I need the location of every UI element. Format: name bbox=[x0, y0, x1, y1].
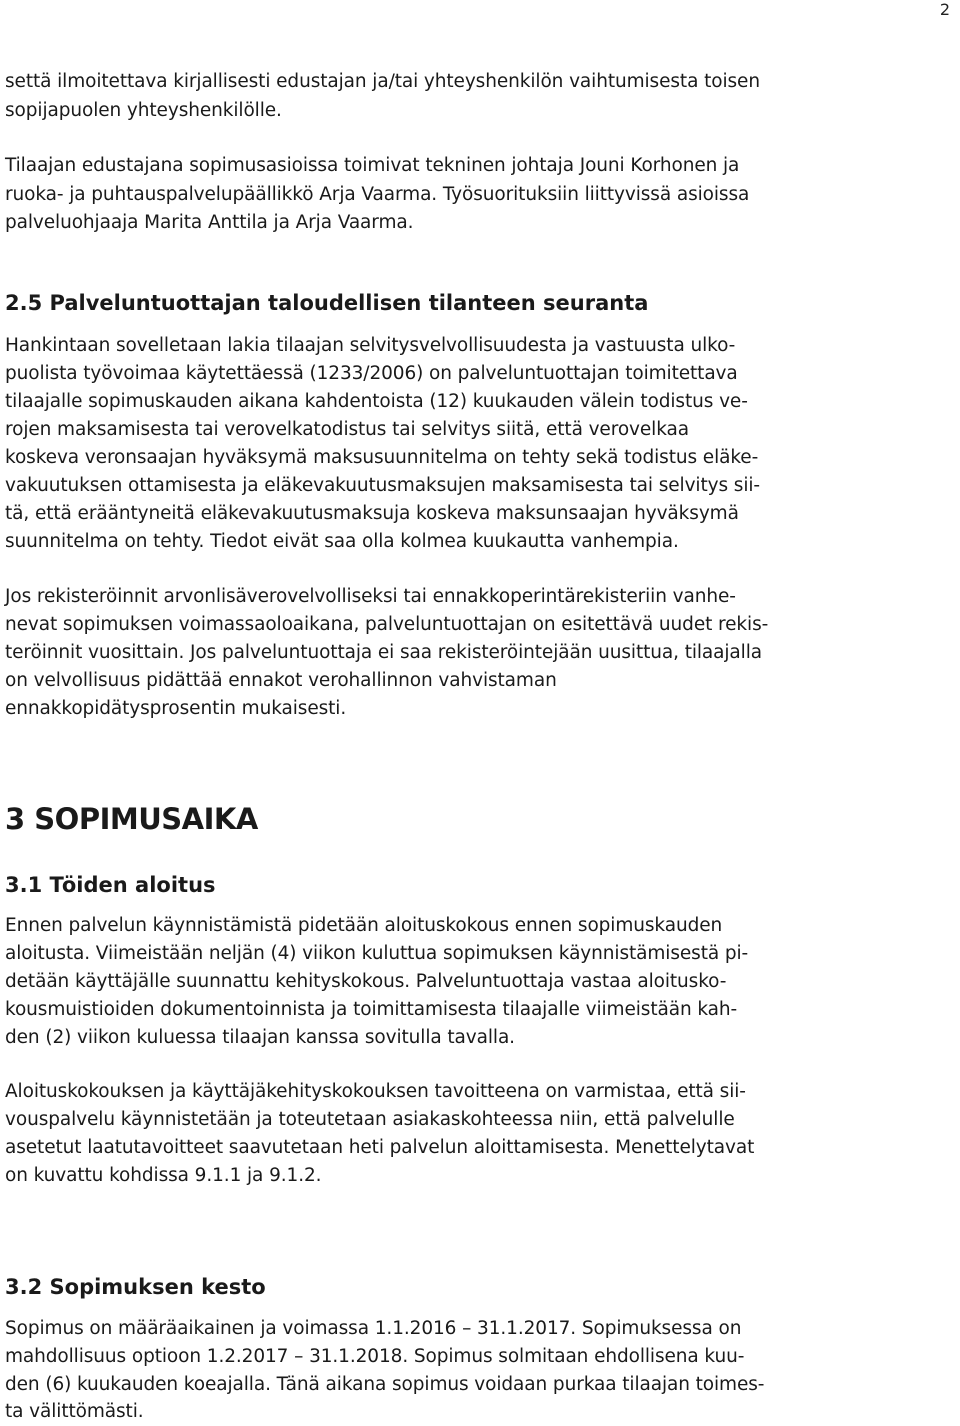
section-heading-3-1: 3.1 Töiden aloitus bbox=[5, 873, 216, 897]
paragraph-line: den (2) viikon kuluessa tilaajan kanssa sovitulla tavalla. bbox=[5, 1027, 515, 1048]
paragraph-line: kousmuistioiden dokumentoinnista ja toimittamisesta tilaajalle viimeistään kah- bbox=[5, 999, 738, 1020]
paragraph-line: Tilaajan edustajana sopimusasioissa toimivat tekninen johtaja Jouni Korhonen ja bbox=[5, 155, 740, 176]
section-heading-2-5: 2.5 Palveluntuottajan taloudellisen tilanteen seuranta bbox=[5, 291, 649, 315]
paragraph-line: ruoka- ja puhtauspalvelupäällikkö Arja Vaarma. Työsuorituksiin liittyvissä asioissa bbox=[5, 184, 750, 205]
paragraph-line: den (6) kuukauden koeajalla. Tänä aikana sopimus voidaan purkaa tilaajan toimes- bbox=[5, 1374, 765, 1395]
paragraph-line: Sopimus on määräaikainen ja voimassa 1.1.2016 – 31.1.2017. Sopimuksessa on bbox=[5, 1318, 742, 1339]
paragraph-line: tä, että erääntyneitä eläkevakuutusmaksuja koskeva maksunsaajan hyväksymä bbox=[5, 503, 739, 524]
paragraph-line: Ennen palvelun käynnistämistä pidetään aloituskokous ennen sopimuskauden bbox=[5, 915, 723, 936]
paragraph-line: Hankintaan sovelletaan lakia tilaajan selvitysvelvollisuudesta ja vastuusta ulko- bbox=[5, 335, 736, 356]
paragraph-line: rojen maksamisesta tai verovelkatodistus tai selvitys siitä, että verovelkaa bbox=[5, 419, 689, 440]
paragraph-line: puolista työvoimaa käytettäessä (1233/2006) on palveluntuottajan toimitettava bbox=[5, 363, 738, 384]
paragraph-line: sopijapuolen yhteyshenkilölle. bbox=[5, 100, 282, 121]
paragraph-line: tilaajalle sopimuskauden aikana kahdentoista (12) kuukauden välein todistus ve- bbox=[5, 391, 748, 412]
paragraph-line: aloitusta. Viimeistään neljän (4) viikon kuluttua sopimuksen käynnistämisestä pi- bbox=[5, 943, 749, 964]
paragraph-line: koskeva veronsaajan hyväksymä maksusuunnitelma on tehty sekä todistus eläke- bbox=[5, 447, 759, 468]
paragraph-line: nevat sopimuksen voimassaoloaikana, palveluntuottajan on esitettävä uudet rekis- bbox=[5, 614, 769, 635]
paragraph-line: mahdollisuus optioon 1.2.2017 – 31.1.2018. Sopimus solmitaan ehdollisena kuu- bbox=[5, 1346, 745, 1367]
paragraph-line: settä ilmoitettava kirjallisesti edustajan ja/tai yhteyshenkilön vaihtumisesta toisen bbox=[5, 71, 760, 92]
paragraph-line: teröinnit vuosittain. Jos palveluntuottaja ei saa rekisteröintejään uusittua, tilaajalla bbox=[5, 642, 762, 663]
paragraph-line: asetetut laatutavoitteet saavutetaan heti palvelun aloittamisesta. Menettelytavat bbox=[5, 1137, 755, 1158]
paragraph-line: vakuutuksen ottamisesta ja eläkevakuutusmaksujen maksamisesta tai selvitys sii- bbox=[5, 475, 760, 496]
paragraph-line: palveluohjaaja Marita Anttila ja Arja Vaarma. bbox=[5, 212, 414, 233]
paragraph-line: Jos rekisteröinnit arvonlisäverovelvolliseksi tai ennakkoperintärekisteriin vanhe- bbox=[5, 586, 736, 607]
paragraph-line: on velvollisuus pidättää ennakot verohallinnon vahvistaman bbox=[5, 670, 557, 691]
paragraph-line: Aloituskokouksen ja käyttäjäkehityskokouksen tavoitteena on varmistaa, että sii- bbox=[5, 1081, 746, 1102]
paragraph-line: ta välittömästi. bbox=[5, 1401, 144, 1422]
paragraph-line: on kuvattu kohdissa 9.1.1 ja 9.1.2. bbox=[5, 1165, 322, 1186]
paragraph-line: vouspalvelu käynnistetään ja toteutetaan asiakaskohteessa niin, että palvelulle bbox=[5, 1109, 735, 1130]
paragraph-line: suunnitelma on tehty. Tiedot eivät saa olla kolmea kuukautta vanhempia. bbox=[5, 531, 679, 552]
section-heading-3: 3 SOPIMUSAIKA bbox=[5, 802, 258, 836]
section-heading-3-2: 3.2 Sopimuksen kesto bbox=[5, 1275, 266, 1299]
paragraph-line: detään käyttäjälle suunnattu kehityskokous. Palveluntuottaja vastaa aloitusko- bbox=[5, 971, 727, 992]
paragraph-line: ennakkopidätysprosentin mukaisesti. bbox=[5, 698, 347, 719]
page-number: 2 bbox=[939, 0, 950, 19]
